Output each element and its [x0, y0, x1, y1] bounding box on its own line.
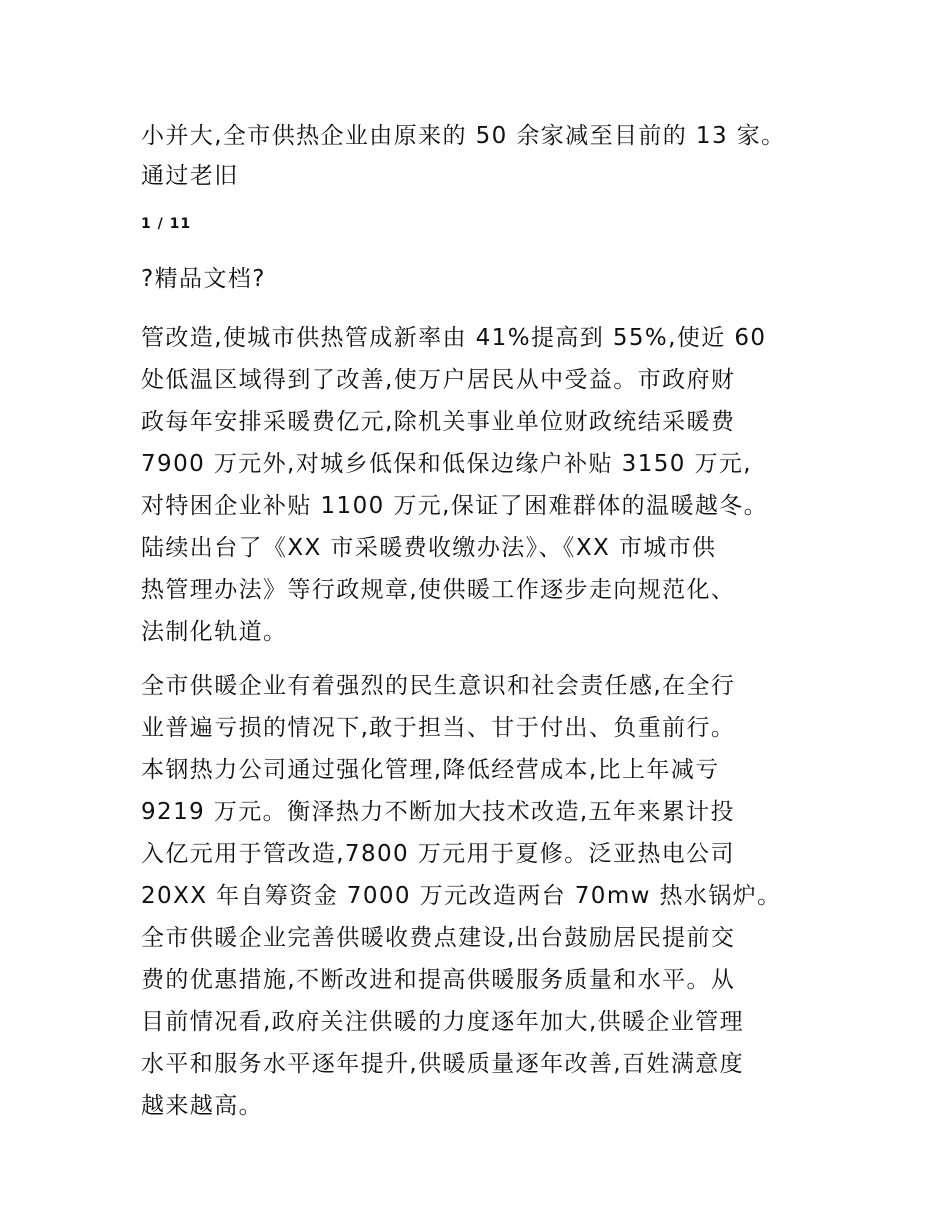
paragraph-2-line: 水平和服务水平逐年提升,供暖质量逐年改善,百姓满意度 [141, 1051, 745, 1077]
paragraph-1-line: 政每年安排采暖费亿元,除机关事业单位财政统结采暖费 [141, 409, 736, 435]
paragraph-2-line: 业普遍亏损的情况下,敢于担当、甘于付出、负重前行。 [141, 715, 736, 741]
paragraph-2-line: 9219 万元。衡泽热力不断加大技术改造,五年来累计投 [141, 799, 735, 825]
text-line: 通过老旧 [141, 163, 239, 189]
paragraph-2-line: 目前情况看,政府关注供暖的力度逐年加大,供暖企业管理 [141, 1009, 745, 1035]
paragraph-1-line: 热管理办法》等行政规章,使供暖工作逐步走向规范化、 [141, 577, 736, 603]
text-line: 小并大,全市供热企业由原来的 50 余家减至目前的 13 家。 [141, 123, 786, 149]
paragraph-1-line: 陆续出台了《XX 市采暖费收缴办法》、《XX 市城市供 [141, 535, 717, 561]
page-indicator: 1 / 11 [141, 216, 192, 232]
paragraph-1-line: 管改造,使城市供热管成新率由 41%提高到 55%,使近 60 [141, 325, 767, 351]
paragraph-2-line: 越来越高。 [141, 1093, 263, 1119]
paragraph-2-line: 本钢热力公司通过强化管理,降低经营成本,比上年减亏 [141, 757, 720, 783]
document-label: ?精品文档? [141, 266, 266, 292]
paragraph-2-line: 费的优惠措施,不断改进和提高供暖服务质量和水平。从 [141, 967, 736, 993]
paragraph-2-line: 20XX 年自筹资金 7000 万元改造两台 70mw 热水锅炉。 [141, 883, 782, 909]
paragraph-2-line: 入亿元用于管改造,7800 万元用于夏修。泛亚热电公司 [141, 841, 735, 867]
paragraph-1-line: 法制化轨道。 [141, 619, 288, 645]
paragraph-2-line: 全市供暖企业完善供暖收费点建设,出台鼓励居民提前交 [141, 925, 736, 951]
paragraph-1-line: 对特困企业补贴 1100 万元,保证了困难群体的温暖越冬。 [141, 493, 769, 519]
paragraph-2-line: 全市供暖企业有着强烈的民生意识和社会责任感,在全行 [141, 673, 736, 699]
paragraph-1-line: 处低温区域得到了改善,使万户居民从中受益。市政府财 [141, 367, 736, 393]
paragraph-1-line: 7900 万元外,对城乡低保和低保边缘户补贴 3150 万元, [141, 451, 753, 477]
